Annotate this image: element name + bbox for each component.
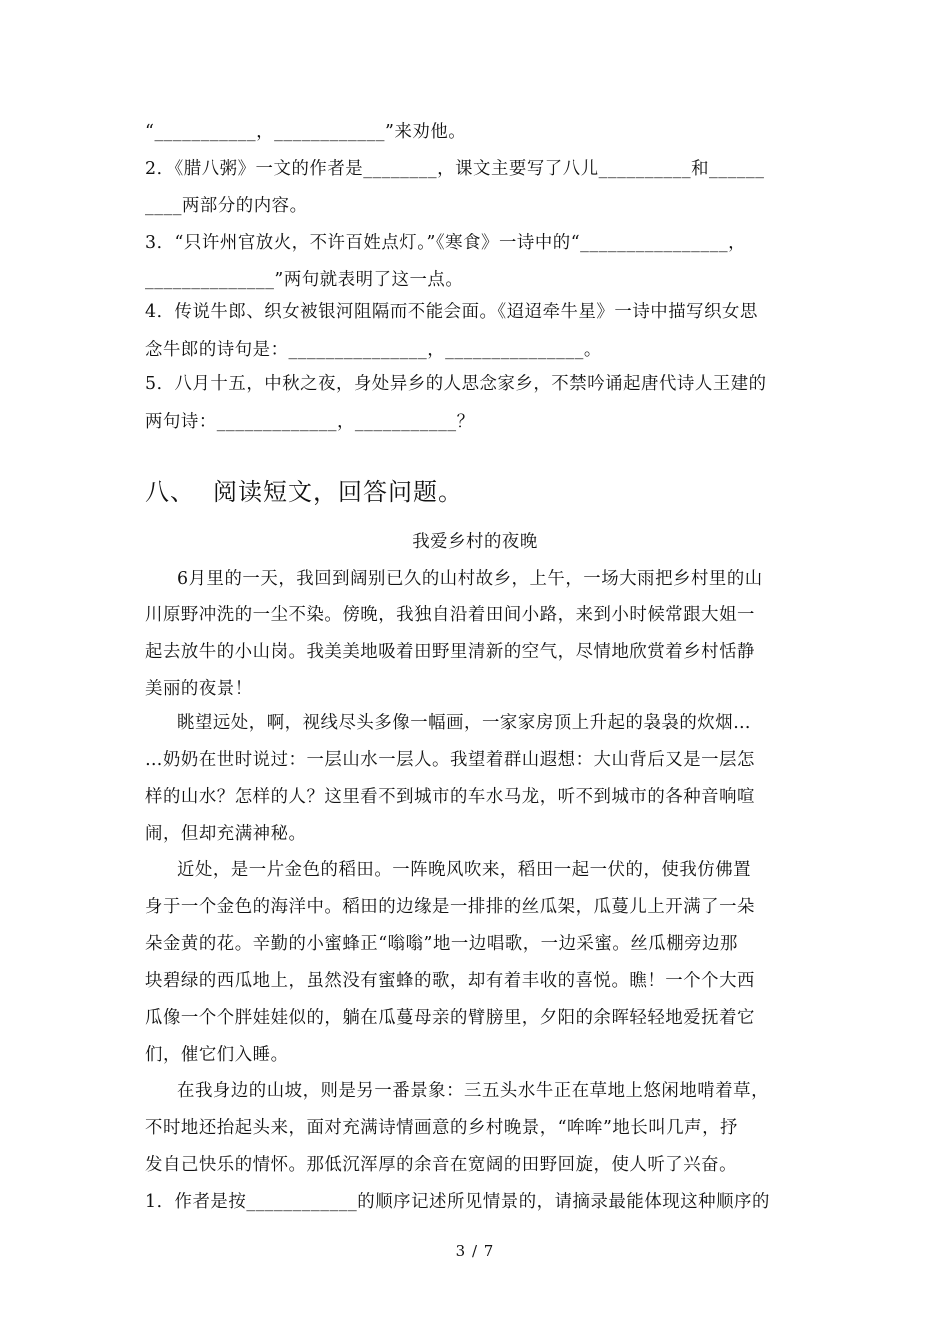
section-number: 八、 [145, 478, 195, 506]
text-line: 块碧绿的西瓜地上，虽然没有蜜蜂的歌，却有着丰收的喜悦。瞧！一个个大西 [145, 971, 755, 991]
text-line: 4．传说牛郎、织女被银河阻隔而不能会面。《迢迢牵牛星》一诗中描写织女思 [145, 302, 758, 322]
text-line: …奶奶在世时说过：一层山水一层人。我望着群山遐想：大山背后又是一层怎 [145, 750, 755, 770]
text-line: 朵金黄的花。辛勤的小蜜蜂正“嗡嗡”地一边唱歌，一边采蜜。丝瓜棚旁边那 [145, 934, 738, 954]
text-line: 念牛郎的诗句是：_______________，_______________。 [145, 340, 602, 360]
text-line: 样的山水？怎样的人？这里看不到城市的车水马龙，听不到城市的各种音响喧 [145, 787, 755, 807]
text-line: 起去放牛的小山岗。我美美地吸着田野里清新的空气，尽情地欣赏着乡村恬静 [145, 642, 755, 662]
section-title: 阅读短文，回答问题。 [213, 478, 463, 506]
text-line: 两句诗：_____________，___________？ [145, 412, 475, 432]
text-line: 发自己快乐的情怀。那低沉浑厚的余音在宽阔的田野回旋，使人听了兴奋。 [145, 1155, 738, 1175]
text-line: 3．“只许州官放火，不许百姓点灯。”《寒食》一诗中的“________________， [145, 233, 747, 253]
text-line: 眺望远处，啊，视线尽头多像一幅画，一家家房顶上升起的袅袅的炊烟… [177, 713, 752, 733]
section-heading [145, 476, 463, 508]
page-number: 3 / 7 [455, 1242, 495, 1260]
text-line: 6月里的一天，我回到阔别已久的山村故乡，上午，一场大雨把乡村里的山 [177, 569, 763, 589]
text-line: 瓜像一个个胖娃娃似的，躺在瓜蔓母亲的臂膀里，夕阳的余晖轻轻地爱抚着它 [145, 1008, 755, 1028]
text-line: “___________，____________”来劝他。 [145, 122, 467, 142]
text-line: 1．作者是按____________的顺序记述所见情景的，请摘录最能体现这种顺序的 [145, 1192, 770, 1212]
text-line: 近处，是一片金色的稻田。一阵晚风吹来，稻田一起一伏的，使我仿佛置 [177, 860, 752, 880]
text-line: 身于一个金色的海洋中。稻田的边缘是一排排的丝瓜架，瓜蔓儿上开满了一朵 [145, 897, 755, 917]
text-line: 5．八月十五，中秋之夜，身处异乡的人思念家乡，不禁吟诵起唐代诗人王建的 [145, 374, 767, 394]
text-line: 闹，但却充满神秘。 [145, 824, 307, 844]
text-line: 在我身边的山坡，则是另一番景象：三五头水牛正在草地上悠闲地啃着草， [177, 1081, 770, 1101]
text-line: 们，催它们入睡。 [145, 1045, 289, 1065]
text-line: 2．《腊八粥》一文的作者是________，课文主要写了八儿__________和______ [145, 159, 765, 179]
text-line: 不时地还抬起头来，面对充满诗情画意的乡村晚景，“哞哞”地长叫几声，抒 [145, 1118, 738, 1138]
passage-title: 我爱乡村的夜晚 [412, 532, 538, 552]
text-line: 川原野冲洗的一尘不染。傍晚，我独自沿着田间小路，来到小时候常跟大姐一 [145, 605, 755, 625]
text-line: ______________”两句就表明了这一点。 [145, 270, 464, 290]
text-line: ____两部分的内容。 [145, 196, 308, 216]
text-line: 美丽的夜景！ [145, 679, 253, 699]
